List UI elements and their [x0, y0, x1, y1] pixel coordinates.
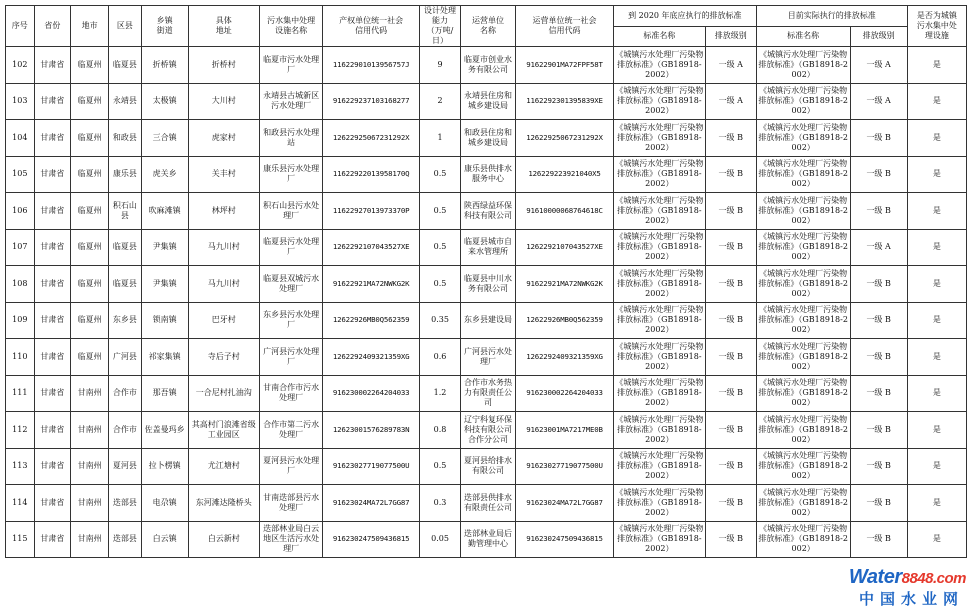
cell-operator: 和政县住房和城乡建设局 [460, 120, 515, 157]
cell-act-name: 《城镇污水处理厂污染物排放标准》（GB18918-2002） [756, 266, 850, 303]
cell-city: 临夏州 [71, 47, 109, 84]
cell-operator-code: 91623027719077500U [516, 448, 614, 485]
table-row [6, 83, 967, 120]
cell-city: 临夏州 [71, 339, 109, 376]
cell-county: 迭部县 [109, 521, 142, 558]
cell-capacity: 0.6 [420, 339, 461, 376]
cell-operator: 康乐县供排水服务中心 [460, 156, 515, 193]
cell-location: 折桥村 [188, 47, 259, 84]
cell-std-level: 一级 B [705, 412, 756, 449]
cell-is-town: 是 [907, 47, 966, 84]
cell-facility: 临夏县污水处理厂 [259, 229, 322, 266]
cell-capacity: 0.5 [420, 193, 461, 230]
cell-owner-code: 91623024750943681​5 [323, 521, 420, 558]
cell-seq: 114 [6, 485, 35, 522]
cell-act-level: 一级 B [850, 448, 907, 485]
cell-is-town: 是 [907, 302, 966, 339]
cell-std-name: 《城镇污水处理厂污染物排放标准》（GB18918-2002） [613, 47, 705, 84]
cell-act-level: 一级 B [850, 375, 907, 412]
table-row [6, 156, 967, 193]
table-body [6, 47, 967, 558]
cell-is-town: 是 [907, 83, 966, 120]
cell-county: 东乡县 [109, 302, 142, 339]
table-row [6, 339, 967, 376]
cell-owner-code: 11622901013956757J [323, 47, 420, 84]
cell-std-level: 一级 B [705, 521, 756, 558]
cell-operator: 合作市水务热力有限责任公司 [460, 375, 515, 412]
cell-operator: 陕西绿益环保科技有限公司 [460, 193, 515, 230]
cell-province: 甘肃省 [34, 521, 71, 558]
cell-county: 夏河县 [109, 448, 142, 485]
cell-location: 东河滩达隆桥头 [188, 485, 259, 522]
cell-county: 永靖县 [109, 83, 142, 120]
cell-county: 广河县 [109, 339, 142, 376]
cell-capacity: 0.3 [420, 485, 461, 522]
cell-act-level: 一级 B [850, 156, 907, 193]
cell-operator: 临夏县城市自来水管理所 [460, 229, 515, 266]
cell-std-level: 一级 B [705, 156, 756, 193]
cell-is-town: 是 [907, 120, 966, 157]
cell-std-level: 一级 A [705, 47, 756, 84]
header-city: 地市 [71, 6, 109, 47]
cell-is-town: 是 [907, 266, 966, 303]
cell-capacity: 9 [420, 47, 461, 84]
cell-std-level: 一级 B [705, 266, 756, 303]
cell-std-name: 《城镇污水处理厂污染物排放标准》（GB18918-2002） [613, 83, 705, 120]
cell-seq: 109 [6, 302, 35, 339]
cell-owner-code: 91623024MA72L7GG87 [323, 485, 420, 522]
cell-operator-code: 91610000068​764618C [516, 193, 614, 230]
cell-province: 甘肃省 [34, 229, 71, 266]
cell-std-level: 一级 A [705, 83, 756, 120]
cell-facility: 甘南迭部县污水处理厂 [259, 485, 322, 522]
cell-city: 临夏州 [71, 83, 109, 120]
cell-location: 白云新村 [188, 521, 259, 558]
cell-province: 甘肃省 [34, 375, 71, 412]
cell-act-level: 一级 B [850, 302, 907, 339]
cell-county: 临夏县 [109, 47, 142, 84]
cell-owner-code: 12623001576289783N [323, 412, 420, 449]
cell-act-name: 《城镇污水处理厂污染物排放标准》（GB18918-2002） [756, 47, 850, 84]
cell-location: 寺后子村 [188, 339, 259, 376]
cell-operator-code: 91623024750943681​5 [516, 521, 614, 558]
cell-act-name: 《城镇污水处理厂污染物排放标准》（GB18918-2002） [756, 339, 850, 376]
cell-town: 拉卜楞镇 [141, 448, 188, 485]
cell-capacity: 0.5 [420, 266, 461, 303]
cell-act-name: 《城镇污水处理厂污染物排放标准》（GB18918-2002） [756, 156, 850, 193]
cell-operator: 广河县污水处理厂 [460, 339, 515, 376]
cell-county: 合作市 [109, 375, 142, 412]
cell-city: 临夏州 [71, 302, 109, 339]
cell-location: 巴牙村 [188, 302, 259, 339]
cell-province: 甘肃省 [34, 412, 71, 449]
cell-act-level: 一级 B [850, 485, 907, 522]
wastewater-facility-table [5, 5, 967, 558]
cell-capacity: 1.2 [420, 375, 461, 412]
cell-std-level: 一级 B [705, 120, 756, 157]
cell-owner-code: 12622925067231292X [323, 120, 420, 157]
cell-operator: 永靖县住房和城乡建设局 [460, 83, 515, 120]
cell-is-town: 是 [907, 339, 966, 376]
watermark-logo [838, 566, 968, 606]
table-row [6, 302, 967, 339]
cell-county: 迭部县 [109, 485, 142, 522]
cell-std-level: 一级 B [705, 375, 756, 412]
cell-std-name: 《城镇污水处理厂污染物排放标准》（GB18918-2002） [613, 521, 705, 558]
cell-is-town: 是 [907, 229, 966, 266]
cell-std-level: 一级 B [705, 302, 756, 339]
header-province: 省份 [34, 6, 71, 47]
cell-operator-code: 91623024MA72L7GG87 [516, 485, 614, 522]
cell-owner-code: 12622926MB0Q562359 [323, 302, 420, 339]
header-operator: 运营单位 名称 [460, 6, 515, 47]
cell-seq: 106 [6, 193, 35, 230]
cell-std-level: 一级 B [705, 485, 756, 522]
header-act-name: 标准名称 [756, 26, 850, 47]
header-std-name: 标准名称 [613, 26, 705, 47]
cell-seq: 112 [6, 412, 35, 449]
cell-is-town: 是 [907, 375, 966, 412]
cell-county: 积石山县 [109, 193, 142, 230]
cell-operator-code: 12622925067231292X [516, 120, 614, 157]
cell-seq: 110 [6, 339, 35, 376]
cell-capacity: 0.8 [420, 412, 461, 449]
cell-facility: 东乡县污水处理厂 [259, 302, 322, 339]
cell-city: 甘南州 [71, 485, 109, 522]
cell-is-town: 是 [907, 156, 966, 193]
cell-location: 马九川村 [188, 229, 259, 266]
cell-act-level: 一级 B [850, 266, 907, 303]
cell-location: 大川村 [188, 83, 259, 120]
header-location: 具体 地址 [188, 6, 259, 47]
cell-owner-code: 91622921MA72NWKG2K [323, 266, 420, 303]
cell-province: 甘肃省 [34, 83, 71, 120]
cell-owner-code: 1262292409321359XG [323, 339, 420, 376]
cell-seq: 104 [6, 120, 35, 157]
cell-seq: 108 [6, 266, 35, 303]
cell-town: 太极镇 [141, 83, 188, 120]
cell-city: 临夏州 [71, 156, 109, 193]
cell-facility: 和政县污水处理站 [259, 120, 322, 157]
cell-location: 其高村门浪滩省级工业园区 [188, 412, 259, 449]
cell-is-town: 是 [907, 485, 966, 522]
cell-act-name: 《城镇污水处理厂污染物排放标准》（GB18918-2002） [756, 229, 850, 266]
header-actual: 目前实际执行的排放标准 [756, 6, 907, 27]
cell-county: 康乐县 [109, 156, 142, 193]
cell-seq: 102 [6, 47, 35, 84]
cell-std-name: 《城镇污水处理厂污染物排放标准》（GB18918-2002） [613, 229, 705, 266]
cell-act-name: 《城镇污水处理厂污染物排放标准》（GB18918-2002） [756, 193, 850, 230]
cell-capacity: 0.35 [420, 302, 461, 339]
watermark-cn: 中国水业网 [858, 590, 964, 608]
table-row [6, 412, 967, 449]
cell-town: 折桥镇 [141, 47, 188, 84]
cell-owner-code: 11622927013973370P [323, 193, 420, 230]
table-row [6, 47, 967, 84]
cell-facility: 甘南合作市污水处理厂 [259, 375, 322, 412]
cell-town: 尹集镇 [141, 266, 188, 303]
cell-act-name: 《城镇污水处理厂污染物排放标准》（GB18918-2002） [756, 412, 850, 449]
cell-operator: 夏河县给排水有限公司 [460, 448, 515, 485]
cell-town: 祁家集镇 [141, 339, 188, 376]
cell-city: 临夏州 [71, 229, 109, 266]
cell-town: 白云镇 [141, 521, 188, 558]
cell-province: 甘肃省 [34, 448, 71, 485]
table-row [6, 193, 967, 230]
cell-operator-code: 91623000226420403​3 [516, 375, 614, 412]
header-operator-code: 运营单位统一社会 信用代码 [516, 6, 614, 47]
cell-province: 甘肃省 [34, 47, 71, 84]
cell-owner-code: 91622923710316827​7 [323, 83, 420, 120]
cell-city: 临夏州 [71, 193, 109, 230]
cell-town: 电尕镇 [141, 485, 188, 522]
cell-act-name: 《城镇污水处理厂污染物排放标准》（GB18918-2002） [756, 448, 850, 485]
cell-province: 甘肃省 [34, 120, 71, 157]
cell-county: 临夏县 [109, 266, 142, 303]
cell-act-name: 《城镇污水处理厂污染物排放标准》（GB18918-2002） [756, 120, 850, 157]
table-row [6, 375, 967, 412]
cell-act-name: 《城镇污水处理厂污染物排放标准》（GB18918-2002） [756, 485, 850, 522]
cell-location: 尤江塘村 [188, 448, 259, 485]
cell-town: 锁南镇 [141, 302, 188, 339]
header-is-town: 是否为城镇 污水集中处 理设施 [907, 6, 966, 47]
cell-county: 临夏县 [109, 229, 142, 266]
cell-operator: 临夏县中川水务有限公司 [460, 266, 515, 303]
cell-act-level: 一级 B [850, 412, 907, 449]
cell-is-town: 是 [907, 193, 966, 230]
cell-owner-code: 91623027719077500U [323, 448, 420, 485]
header-county: 区县 [109, 6, 142, 47]
cell-act-level: 一级 B [850, 521, 907, 558]
cell-std-level: 一级 B [705, 193, 756, 230]
cell-owner-code: 91623000226420403​3 [323, 375, 420, 412]
cell-city: 甘南州 [71, 375, 109, 412]
cell-operator: 迭部林业局后勤管理中心 [460, 521, 515, 558]
cell-province: 甘肃省 [34, 302, 71, 339]
cell-capacity: 2 [420, 83, 461, 120]
cell-operator: 辽宁科复环保科技有限公司合作分公司 [460, 412, 515, 449]
cell-operator-code: 12622926MB0Q562359 [516, 302, 614, 339]
cell-location: 林坪村 [188, 193, 259, 230]
cell-std-level: 一级 B [705, 339, 756, 376]
cell-std-name: 《城镇污水处理厂污染物排放标准》（GB18918-2002） [613, 448, 705, 485]
cell-act-level: 一级 B [850, 339, 907, 376]
cell-facility: 永靖县古城新区污水处理厂 [259, 83, 322, 120]
cell-std-level: 一级 B [705, 448, 756, 485]
cell-city: 甘南州 [71, 521, 109, 558]
cell-capacity: 1 [420, 120, 461, 157]
cell-city: 临夏州 [71, 120, 109, 157]
cell-is-town: 是 [907, 448, 966, 485]
cell-facility: 临夏县双城污水处理厂 [259, 266, 322, 303]
cell-facility: 康乐县污水处理厂 [259, 156, 322, 193]
cell-operator: 迭部县供排水有限责任公司 [460, 485, 515, 522]
cell-owner-code: 1262292107043527XE [323, 229, 420, 266]
cell-act-level: 一级 A [850, 229, 907, 266]
table-row [6, 120, 967, 157]
cell-town: 尹集镇 [141, 229, 188, 266]
cell-act-name: 《城镇污水处理厂污染物排放标准》（GB18918-2002） [756, 83, 850, 120]
cell-city: 甘南州 [71, 412, 109, 449]
cell-act-name: 《城镇污水处理厂污染物排放标准》（GB18918-2002） [756, 302, 850, 339]
cell-facility: 夏河县污水处理厂 [259, 448, 322, 485]
cell-operator-code: 12622922​3921040X5 [516, 156, 614, 193]
cell-city: 临夏州 [71, 266, 109, 303]
table-row [6, 266, 967, 303]
header-std2020: 到 2020 年底应执行的排放标准 [613, 6, 756, 27]
cell-act-name: 《城镇污水处理厂污染物排放标准》（GB18918-2002） [756, 375, 850, 412]
cell-seq: 103 [6, 83, 35, 120]
cell-town: 虎关乡 [141, 156, 188, 193]
cell-operator-code: 11622923013958​39XE [516, 83, 614, 120]
cell-province: 甘肃省 [34, 485, 71, 522]
header-seq: 序号 [6, 6, 35, 47]
header-facility: 污水集中处理 设施名称 [259, 6, 322, 47]
cell-county: 合作市 [109, 412, 142, 449]
cell-location: 虎家村 [188, 120, 259, 157]
cell-facility: 临夏市污水处理厂 [259, 47, 322, 84]
cell-seq: 115 [6, 521, 35, 558]
cell-act-level: 一级 B [850, 193, 907, 230]
header-capacity: 设计处理 能力 （万吨/日） [420, 6, 461, 47]
cell-seq: 105 [6, 156, 35, 193]
cell-operator-code: 1262292107043527XE [516, 229, 614, 266]
header-act-level: 排放级别 [850, 26, 907, 47]
cell-seq: 111 [6, 375, 35, 412]
watermark-brand: Water8848.com [848, 566, 966, 588]
header-std-level: 排放级别 [705, 26, 756, 47]
cell-town: 佐盖曼玛乡 [141, 412, 188, 449]
table-row [6, 448, 967, 485]
cell-operator: 临夏市创业水务有限公司 [460, 47, 515, 84]
cell-std-name: 《城镇污水处理厂污染物排放标准》（GB18918-2002） [613, 266, 705, 303]
cell-std-name: 《城镇污水处理厂污染物排放标准》（GB18918-2002） [613, 339, 705, 376]
cell-town: 那吾镇 [141, 375, 188, 412]
cell-capacity: 0.5 [420, 448, 461, 485]
cell-province: 甘肃省 [34, 266, 71, 303]
cell-seq: 107 [6, 229, 35, 266]
cell-province: 甘肃省 [34, 193, 71, 230]
table-row [6, 521, 967, 558]
cell-province: 甘肃省 [34, 156, 71, 193]
cell-std-name: 《城镇污水处理厂污染物排放标准》（GB18918-2002） [613, 485, 705, 522]
cell-operator-code: 91622921MA72NWKG2K [516, 266, 614, 303]
cell-operator-code: 91623001MA7217ME0B [516, 412, 614, 449]
cell-act-level: 一级 A [850, 47, 907, 84]
cell-province: 甘肃省 [34, 339, 71, 376]
cell-act-name: 《城镇污水处理厂污染物排放标准》（GB18918-2002） [756, 521, 850, 558]
cell-std-name: 《城镇污水处理厂污染物排放标准》（GB18918-2002） [613, 193, 705, 230]
cell-capacity: 0.5 [420, 156, 461, 193]
header-town: 乡镇 街道 [141, 6, 188, 47]
cell-location: 一合尼村扎油沟 [188, 375, 259, 412]
cell-city: 甘南州 [71, 448, 109, 485]
cell-town: 吹麻滩镇 [141, 193, 188, 230]
cell-facility: 积石山县污水处理厂 [259, 193, 322, 230]
cell-std-name: 《城镇污水处理厂污染物排放标准》（GB18918-2002） [613, 302, 705, 339]
cell-std-level: 一级 B [705, 229, 756, 266]
cell-location: 马九川村 [188, 266, 259, 303]
cell-capacity: 0.5 [420, 229, 461, 266]
cell-std-name: 《城镇污水处理厂污染物排放标准》（GB18918-2002） [613, 412, 705, 449]
cell-facility: 合作市第二污水处理厂 [259, 412, 322, 449]
cell-std-name: 《城镇污水处理厂污染物排放标准》（GB18918-2002） [613, 375, 705, 412]
cell-is-town: 是 [907, 412, 966, 449]
cell-capacity: 0.05 [420, 521, 461, 558]
cell-is-town: 是 [907, 521, 966, 558]
cell-facility: 广河县污水处理厂 [259, 339, 322, 376]
table-row [6, 229, 967, 266]
cell-act-level: 一级 B [850, 120, 907, 157]
cell-operator-code: 1262292409321359XG [516, 339, 614, 376]
cell-owner-code: 11622922013958170Q [323, 156, 420, 193]
cell-operator: 东乡县建设局 [460, 302, 515, 339]
table-row [6, 485, 967, 522]
cell-facility: 迭部林业局白云地区生活污水处理厂 [259, 521, 322, 558]
cell-seq: 113 [6, 448, 35, 485]
cell-location: 关丰村 [188, 156, 259, 193]
cell-operator-code: 91622901MA72FPF58T [516, 47, 614, 84]
cell-act-level: 一级 A [850, 83, 907, 120]
cell-std-name: 《城镇污水处理厂污染物排放标准》（GB18918-2002） [613, 156, 705, 193]
cell-county: 和政县 [109, 120, 142, 157]
header-owner-code: 产权单位统一社会 信用代码 [323, 6, 420, 47]
cell-std-name: 《城镇污水处理厂污染物排放标准》（GB18918-2002） [613, 120, 705, 157]
cell-town: 三合镇 [141, 120, 188, 157]
